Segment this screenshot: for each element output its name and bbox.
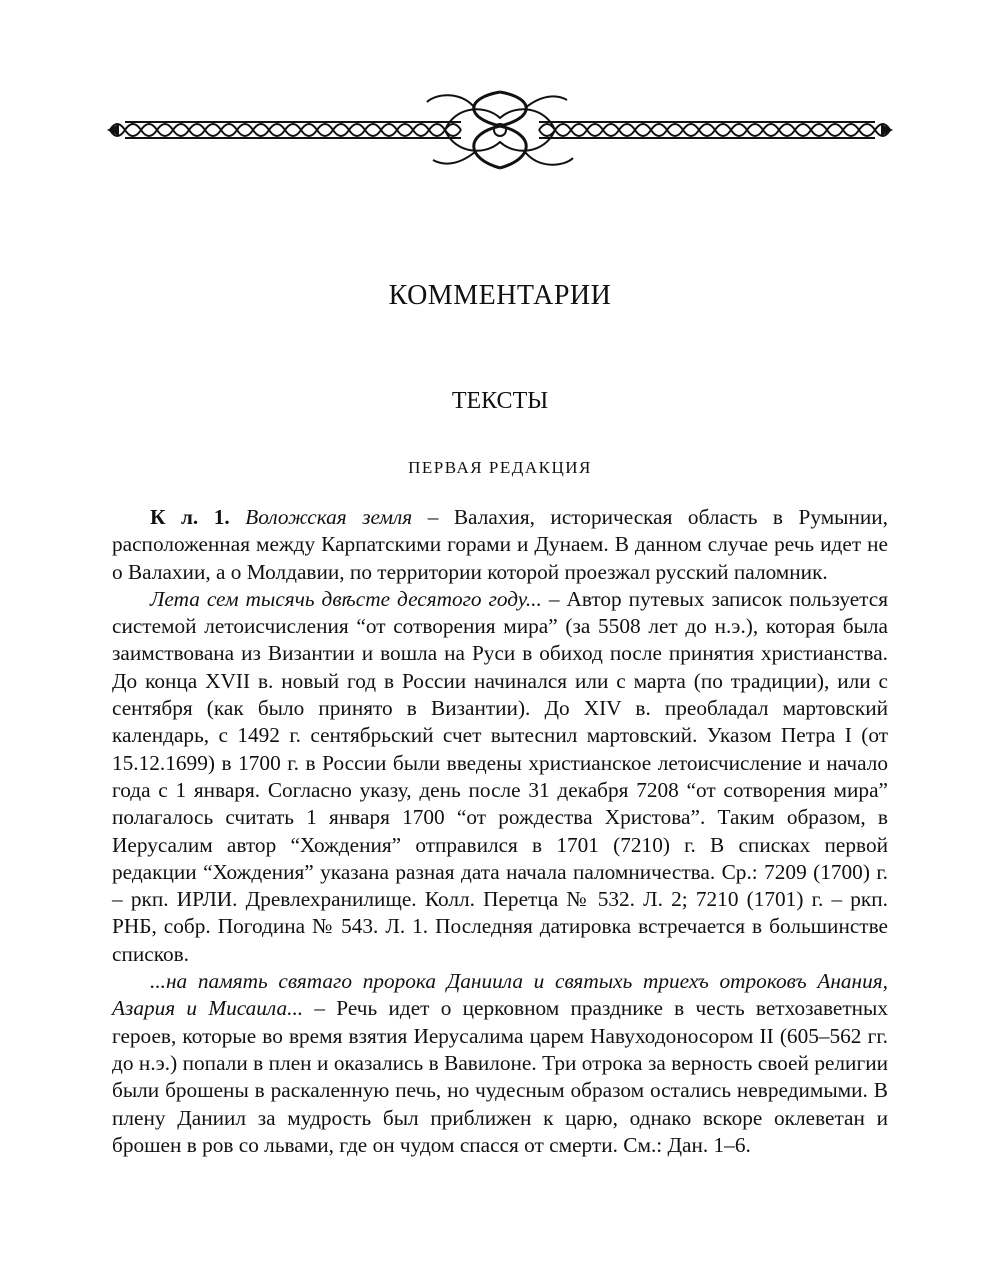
commented-phrase: ...на память святаго пророка Даниила и святыхь триехъ отроковъ Анания, Азария и Мисаила... — [112, 969, 888, 1021]
commentary-text: – Автор путевых записок пользуется системой летоисчисления “от сотворения мира” (за 5508 лет до н.э.), которая была заимствована из Византии и вошла на Руси в обиход после принятия христианства. До конца XVII в. новый год в России начинался или с марта (по традиции), или с сентября (как было принято в Византии). До XIV в. преобладал мартовский календарь, с 1492 г. сентябрьский счет вытеснил мартовский. Указом Петра I (от 15.12.1699) в 1700 г. в России были введены христианское летоисчисление и начало года с 1 января. Согласно указу, день после 31 декабря 7208 “от сотворения мира” полагалось считать 1 января 1700 “от рождества Христова”. Таким образом, в Иерусалим автор “Хождения” отправился в 1701 (7210) г. В списках первой редакции “Хождения” указана разная дата начала паломничества. Ср.: 7209 (1700) г. – ркп. ИРЛИ. Древлехранилище. Колл. Перетца № 532. Л. 2; 7210 (1701) г. – ркп. РНБ, собр. Погодина № 543. Л. 1. Последняя датировка встречается в большинстве списков. — [112, 586, 888, 966]
commented-phrase: Лета сем тысячь двѣсте десятого году... — [150, 586, 542, 611]
section-heading: ТЕКСТЫ — [451, 388, 549, 414]
commentary-body — [112, 504, 888, 1159]
page-title: КОММЕНТАРИИ — [388, 280, 612, 311]
subsection-heading: ПЕРВАЯ РЕДАКЦИЯ — [408, 458, 592, 477]
commentary-text: – Речь идет о церковном празднике в честь ветхозаветных героев, которые во время взятия Иерусалима царем Навуходоносором II (605–562 гг. до н.э.) попали в плен и оказались в Вавилоне. Три отрока за верность своей религии были брошены в раскаленную печь, но чудесным образом остались невредимыми. В плену Даниил за мудрость был приближен к царю, однако вскоре оклеветан и брошен в ров со львами, где он чудом спасся от смерти. См.: Дан. 1–6. — [112, 996, 889, 1157]
commented-phrase: Воложская земля — [245, 505, 413, 529]
decorative-ornament-icon — [105, 88, 895, 173]
commentary-text: – Валахия, историческая область в Румынии, расположенная между Карпатскими горами и Дунаем. В данном случае речь идет не о Валахии, а о Молдавии, по территории которой проезжал русский паломник. — [112, 505, 888, 584]
leaf-reference: К л. 1. — [150, 505, 230, 529]
commentary-paragraph — [112, 968, 888, 1159]
commentary-paragraph — [112, 586, 888, 968]
commentary-paragraph — [112, 504, 888, 586]
